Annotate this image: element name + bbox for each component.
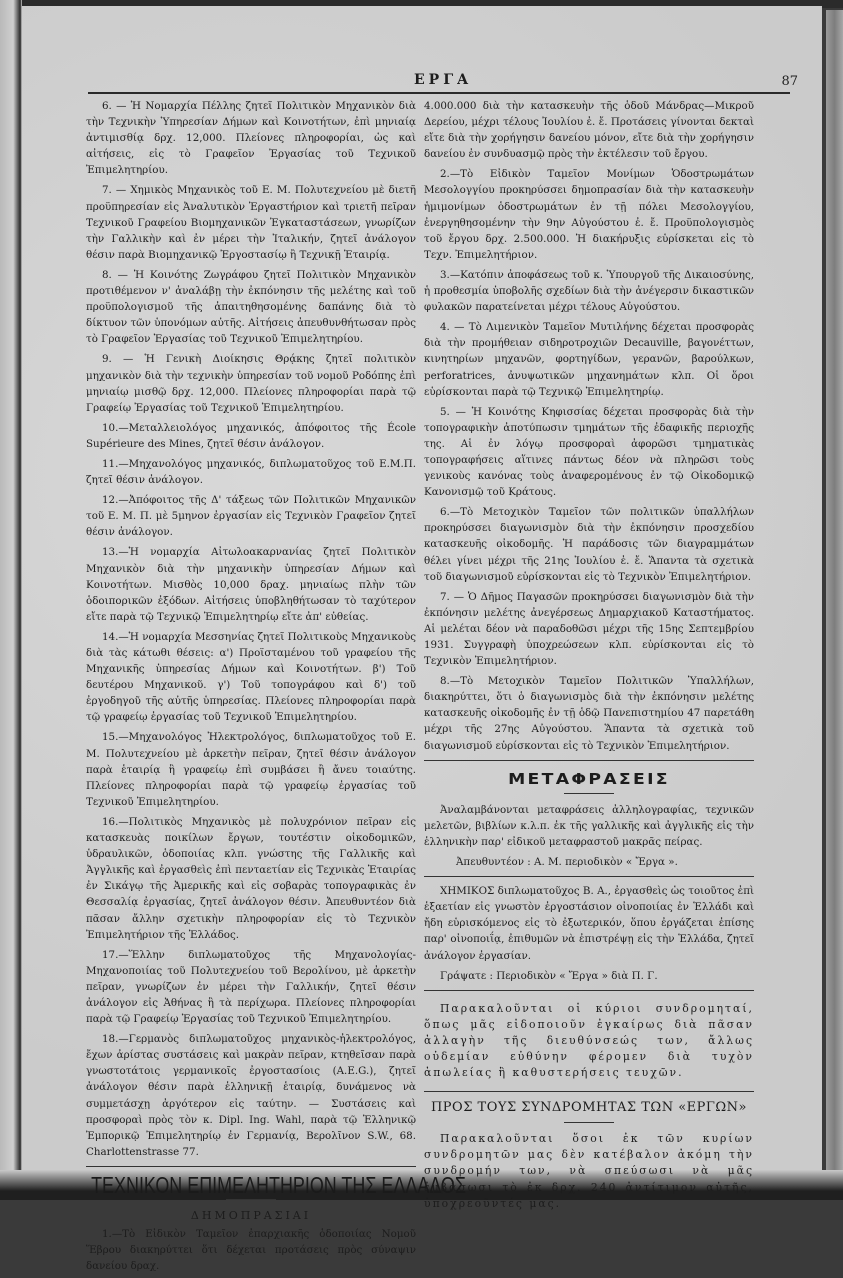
job-listing: 13.—Ἡ νομαρχία Αἰτωλοακαρνανίας ζητεῖ Πολιτικὸν Μηχανικὸν διὰ τὴν μηχανικὴν ὑπηρεσίαν Δήμων καὶ Κοινοτήτων. Μισθὸς 10,000 δραχ. μηνιαίως πλὴν τῶν ὁδοιπορικῶν ἐξόδων. Αἰτήσεις ὑποβληθήτωσαν τὸ ταχύτερον εἴτε παρὰ τῷ Τεχνικῷ Ἐπιμελητηρίῳ εἴτε ἀπ' εὐθείας. — [86, 546, 416, 623]
subscribers-body: Παρακαλοῦνται ὅσοι ἐκ τῶν κυρίων συνδρομητῶν μας δὲν κατέβαλον ἀκόμη τὴν συνδρομήν των, νὰ σπεύσωσι νὰ μᾶς ἐμβάσωσι τὸ ἐκ δρχ. 240 ἀντίτιμον αὐτῆς, ὑποχρεοῦντές μας. — [424, 1132, 754, 1210]
job-listing: 18.—Γερμανὸς διπλωματοῦχος μηχανικὸς-ἠλεκτρολόγος, ἔχων ἀρίστας συστάσεις καὶ μακρὰν πεῖραν, κτηθεῖσαν παρὰ γνωστοτάτοις γερμανικοῖς ἐργοστασίοις (A.E.G.), ζητεῖ ἀνάλογον θέσιν παρὰ ἑλληνικῇ ἑταιρίᾳ, δυνάμενος νὰ συμμετάσχῃ ἀργότερον εἰς ταύτην. — Συστάσεις καὶ προσφοραὶ πρὸς τὸν κ. Dipl. Ing. Wahl, παρὰ τῷ Ἑλληνικῷ Ἐμπορικῷ Ἐπιμελητηρίῳ ἐν Γερμανίᾳ, Βερολῖνον S.W., 68. Charlottenstrasse 77. — [86, 1033, 416, 1158]
subscribers-notice: Παρακαλοῦνται οἱ κύριοι συνδρομηταί, ὅπως μᾶς εἰδοποιοῦν ἐγκαίρως διὰ πᾶσαν ἀλλαγὴν τῆς διευθύνσεώς των, ἄλλως οὐδεμίαν εὐθύνην φέρομεν διὰ τυχὸν ἀπωλείας ἢ καθυστερήσεις τευχῶν. — [424, 1001, 754, 1080]
chemist-ad-contact: Γράψατε : Περιοδικὸν « Ἔργα » διὰ Π. Γ. — [440, 969, 658, 982]
translations-body: Ἀναλαμβάνονται μεταφράσεις ἀλληλογραφίας, τεχνικῶν μελετῶν, βιβλίων κ.λ.π. ἐκ τῆς γαλλικῆς καὶ ἀγγλικῆς εἰς τὴν ἑλληνικὴν παρ' εἰδικοῦ μεταφραστοῦ μακρᾶς πείρας. — [424, 803, 754, 848]
scan-binding-edge — [0, 0, 22, 1200]
auction-listing: 1.—Τὸ Εἰδικὸν Ταμεῖον ἐπαρχιακῆς ὁδοποιίας Νομοῦ Ἕβρου διακηρύττει ὅτι δέχεται προτάσεις πρὸς σύναψιν δανείου δραχ. — [86, 1228, 416, 1273]
auction-listing: 7. — Ὁ Δῆμος Παγασῶν προκηρύσσει διαγωνισμὸν διὰ τὴν ἐκπόνησιν μελέτης ἀνεγέρσεως Δημαρχιακοῦ Καταστήματος. Αἱ μελέται δέον νὰ παραδοθῶσι μέχρι τῆς 15ης Σεπτεμβρίου 1931. Συγγραφὴ ὑποχρεώσεων κλπ. εὑρίσκονται εἰς τὸ Τεχνικὸν Ἐπιμελητήριον. — [424, 590, 754, 668]
title-underline — [564, 793, 614, 794]
job-listing: 15.—Μηχανολόγος Ἠλεκτρολόγος, διπλωματοῦχος τοῦ Ε. Μ. Πολυτεχνείου μὲ ἀρκετὴν πεῖραν, ζητεῖ θέσιν ἀνάλογον παρὰ ἑταιρίᾳ ἢ γραφείῳ ἐπὶ συμβάσει ἢ ἄνευ τοιαύτης. Πλείονες πληροφορίαι παρὰ τῷ γραφείῳ ἐργασίας τοῦ Τεχνικοῦ Ἐπιμελητηρίου. — [86, 731, 416, 808]
section-divider — [424, 1091, 754, 1092]
section-divider — [424, 990, 754, 991]
left-column — [86, 98, 466, 1278]
title-underline — [564, 1122, 614, 1123]
translations-title: ΜΕΤΑΦΡΑΣΕΙΣ — [508, 769, 670, 788]
subsection-title: ΔΗΜΟΠΡΑΣΙΑΙ — [190, 1209, 312, 1222]
job-listing: 11.—Μηχανολόγος μηχανικός, διπλωματοῦχος τοῦ Ε.Μ.Π. ζητεῖ θέσιν ἀνάλογον. — [86, 457, 416, 487]
translations-contact: Ἀπευθυντέον : Α. Μ. περιοδικὸν « Ἔργα ». — [456, 856, 678, 869]
page-number: 87 — [781, 74, 798, 89]
job-listing: 9. — Ἡ Γενικὴ Διοίκησις Θρᾴκης ζητεῖ πολιτικὸν μηχανικὸν διὰ τὴν τεχνικὴν ὑπηρεσίαν τοῦ νομοῦ Ροδόπης ἐπὶ μηνιαίῳ μισθῷ δρχ. 12,000. Πλείονες πληροφορίαι παρὰ τῷ Γραφείῳ Ἐργασίας τοῦ Τεχνικοῦ Ἐπιμελητηρίου. — [86, 353, 416, 414]
auction-listing: 2.—Τὸ Εἰδικὸν Ταμεῖον Μονίμων Ὁδοστρωμάτων Μεσολογγίου προκηρύσσει δημοπρασίαν διὰ τὴν κατασκευὴν ἡμιμονίμων ὁδοστρωμάτων ἐν τῇ πόλει Μεσολογγίου, ἐνεργηθησομένην τὴν 9ην Αὐγούστου ἐ. ἔ. Προϋπολογισμὸς τοῦ ἔργου δρχ. 2.500.000. Ἡ διακήρυξις εὑρίσκεται εἰς τὸ Τεχν. Ἐπιμελητήριον. — [424, 168, 754, 261]
job-listing: 12.—Ἀπόφοιτος τῆς Δ' τάξεως τῶν Πολιτικῶν Μηχανικῶν τοῦ Ε. Μ. Π. μὲ 5μηνον ἐργασίαν εἰς Τεχνικὸν Γραφεῖον ζητεῖ θέσιν ἀνάλογον. — [86, 494, 416, 539]
auction-listing: 6.—Τὸ Μετοχικὸν Ταμεῖον τῶν πολιτικῶν ὑπαλλήλων προκηρύσσει διαγωνισμὸν διὰ τὴν ἐκπόνησιν προσχεδίου κατασκευῆς οἰκοδομῆς. Ἡ παράδοσις τῶν διαγραμμάτων θέλει γίνει μέχρι τῆς 21ης Ἰουλίου ἐ. ἔ. Ἅπαντα τὰ σχετικὰ τοῦ διαγωνισμοῦ εὑρίσκονται εἰς τὸ Τεχνικὸν Ἐπιμελητήριον. — [424, 506, 754, 583]
scan-right-edge — [826, 10, 843, 1200]
section-divider — [424, 760, 754, 761]
auction-listing: 3.—Κατόπιν ἀποφάσεως τοῦ κ. Ὑπουργοῦ τῆς Δικαιοσύνης, ἡ προθεσμία ὑποβολῆς σχεδίων διὰ τὴν ἀνέγερσιν δικαστικῶν φυλακῶν παρατείνεται μέχρι τέλους Αὐγούστου. — [424, 268, 754, 314]
auction-listing-continued: 4.000.000 διὰ τὴν κατασκευὴν τῆς ὁδοῦ Μάνδρας—Μικροῦ Δερείου, μέχρι τέλους Ἰουλίου ἐ. ἔ. Προτάσεις γίνονται δεκταὶ εἴτε διὰ τὴν χορήγησιν δανείου μόνον, εἴτε διὰ τὴν χορήγησιν δανείου ἐν συνδυασμῷ πρὸς τὴν ἐκτέλεσιν τοῦ ἔργου. — [424, 100, 754, 161]
chemist-ad-body: ΧΗΜΙΚΟΣ διπλωματοῦχος Β. Α., ἐργασθεὶς ὡς τοιοῦτος ἐπὶ ἑξαετίαν εἰς γνωστὸν ἐργοστάσιον οἰνοποιίας ἐν Ἑλλάδι καὶ ἤδη εὑρισκόμενος εἰς τὸ ἐξωτερικόν, ὅπου ἐργάζεται ἐπίσης παρ' οἰνοποιΐᾳ, ἐπιθυμῶν νὰ ἐπιστρέψῃ εἰς τὴν Ἑλλάδα, ζητεῖ ἀνάλογον ἐργασίαν. — [424, 885, 754, 962]
auction-listing: 5. — Ἡ Κοινότης Κηφισσίας δέχεται προσφορὰς διὰ τὴν τοπογραφικὴν ἀποτύπωσιν τμημάτων τῆς ἐδαφικῆς περιοχῆς της. Αἱ ἐν λόγῳ προσφοραὶ ἀφορῶσι τμηματικὰς τοπογραφήσεις αἵτινες πάντως δέον νὰ πληρῶσι τοὺς γενικοὺς κανόνας τοὺς ἀναφερομένους ἐν τῷ Οἰκοδομικῷ Κανονισμῷ τοῦ Κράτους. — [424, 405, 754, 499]
auction-listing: 8.—Τὸ Μετοχικὸν Ταμεῖον Πολιτικῶν Ὑπαλλήλων, διακηρύττει, ὅτι ὁ διαγωνισμὸς διὰ τὴν ἐκπόνησιν μελέτης κατασκευῆς οἰκοδομῆς ἐν τῇ ὁδῷ Πανεπιστημίου 47 παρετάθη μέχρι τῆς 27ης Αὐγούστου. Ἅπαντα τὰ σχετικὰ τοῦ διαγωνισμοῦ εὑρίσκονται εἰς τὸ Τεχνικὸν Ἐπιμελητήριον. — [424, 675, 754, 752]
section-divider — [86, 1166, 416, 1167]
section-title: ΤΕΧΝΙΚΟΝ ΕΠΙΜΕΛΗΤΗΡΙΟΝ ΤΗΣ ΕΛΛΑΔΟΣ — [91, 1171, 466, 1198]
job-listing: 6. — Ἡ Νομαρχία Πέλλης ζητεῖ Πολιτικὸν Μηχανικὸν διὰ τὴν Τεχνικὴν Ὑπηρεσίαν Δήμων καὶ Κοινοτήτων, ἐπὶ μηνιαίᾳ ἀντιμισθίᾳ δρχ. 12,000. Πλείονες πληροφορίαι, ὡς καὶ αἰτήσεις, εἰς τὸ Γραφεῖον Ἐργασίας τοῦ Τεχνικοῦ Ἐπιμελητηρίου. — [86, 100, 416, 177]
journal-title: ΕΡΓΑ — [414, 72, 472, 88]
job-listing: 17.—Ἕλλην διπλωματοῦχος τῆς Μηχανολογίας-Μηχανοποιίας τοῦ Πολυτεχνείου τοῦ Βερολίνου, μὲ ἀρκετὴν πεῖραν, γνωρίζων ἐν μέρει τὴν Γαλλικήν, ζητεῖ θέσιν ἀνάλογον εἰς Ἀθήνας ἢ τὰ περίχωρα. Πλείονες πληροφορίαι παρὰ τῷ Γραφείῳ Ἐργασίας τοῦ Τεχνικοῦ Ἐπιμελητηρίου. — [86, 948, 416, 1026]
job-listing: 7. — Χημικὸς Μηχανικὸς τοῦ Ε. Μ. Πολυτεχνείου μὲ διετῆ προϋπηρεσίαν εἰς Ἀναλυτικὸν Ἐργαστήριον καὶ τριετῆ πεῖραν Τεχνικοῦ Γραφείου Βιομηχανικῶν Ἐγκαταστάσεων, γνωρίζων τὴν Γαλλικὴν καὶ ἐν μέρει τὴν Ἰταλικήν, ζητεῖ ἀνάλογον θέσιν παρὰ Βιομηχανικῷ Ἐργοστασίῳ ἢ Τεχνικῇ Ἑταιρίᾳ. — [86, 184, 416, 261]
right-column — [424, 98, 754, 1216]
subscribers-title: ΠΡΟΣ ΤΟΥΣ ΣΥΝΔΡΟΜΗΤΑΣ ΤΩΝ «ΕΡΓΩΝ» — [430, 1100, 748, 1116]
job-listing: 8. — Ἡ Κοινότης Ζωγράφου ζητεῖ Πολιτικὸν Μηχανικὸν προτιθέμενον ν' ἀναλάβῃ τὴν ἐκπόνησιν τῆς μελέτης καὶ τοῦ προϋπολογισμοῦ τῆς ἀπαιτηθησομένης δαπάνης διὰ τὸ δίκτυον τῶν ὑπονόμων αὐτῆς. Αἰτήσεις ἀπευθυνθήτωσαν πρὸς τὸ Γραφεῖον Ἐργασίας τοῦ Τεχνικοῦ Ἐπιμελητηρίου. — [86, 268, 416, 346]
job-listing: 16.—Πολιτικὸς Μηχανικὸς μὲ πολυχρόνιον πεῖραν εἰς κατασκευὰς ποικίλων ἔργων, τουτέστιν οἰκοδομικῶν, ὑδραυλικῶν, ὁδοποιίας κλπ. γνώστης τῆς Γαλλικῆς καὶ Ἀγγλικῆς καὶ ἐργασθεὶς ἐπὶ πενταετίαν εἰς Τεχνικὰς Ἑταιρίας ἐν Σικάγῳ τῆς Ἀμερικῆς καὶ εἰς σοβαρὰς τοπογραφικὰς ἐν Θεσσαλίᾳ ἐργασίας, ζητεῖ ἀνάλογον θέσιν. Ἀπευθυντέον διὰ πᾶσαν ἄλλην σχετικὴν πληροφορίαν εἰς τὸ Τεχνικὸν Ἐπιμελητήριον τῆς Ἑλλάδος. — [86, 815, 416, 941]
running-header — [88, 68, 798, 94]
job-listing: 10.—Μεταλλειολόγος μηχανικός, ἀπόφοιτος τῆς École Supérieure des Mines, ζητεῖ θέσιν ἀνάλογον. — [86, 421, 416, 450]
section-divider — [424, 876, 754, 877]
auction-listing: 4. — Τὸ Λιμενικὸν Ταμεῖον Μυτιλήνης δέχεται προσφορὰς διὰ τὴν προμήθειαν σιδηροτροχιῶν Decauville, βαγονέττων, κινητηρίων μηχανῶν, φορτηγίδων, γερανῶν, βαρούλκων, perforatrices, ἀνυψωτικῶν μηχανημάτων κλπ. Οἱ ὅροι εὑρίσκονται παρὰ τῷ Τεχνικῷ Ἐπιμελητηρίῳ. — [424, 321, 754, 398]
job-listing: 14.—Ἡ νομαρχία Μεσσηνίας ζητεῖ Πολιτικοὺς Μηχανικοὺς διὰ τὰς κάτωθι θέσεις: α') Προϊσταμένου τοῦ γραφείου τῆς Μηχανικῆς ὑπηρεσίας Δήμων καὶ Κοινοτήτων. β') Τοῦ δευτέρου Μηχανικοῦ. γ') Τοῦ τοπογράφου καὶ δ') τοῦ ἐργοδηγοῦ τῆς αὐτῆς ὑπηρεσίας. Πλείονες πληροφορίαι παρὰ τῷ γραφείῳ ἐργασίας τοῦ Τεχνικοῦ Ἐπιμελητηρίου. — [86, 630, 416, 724]
header-rule — [88, 92, 790, 94]
